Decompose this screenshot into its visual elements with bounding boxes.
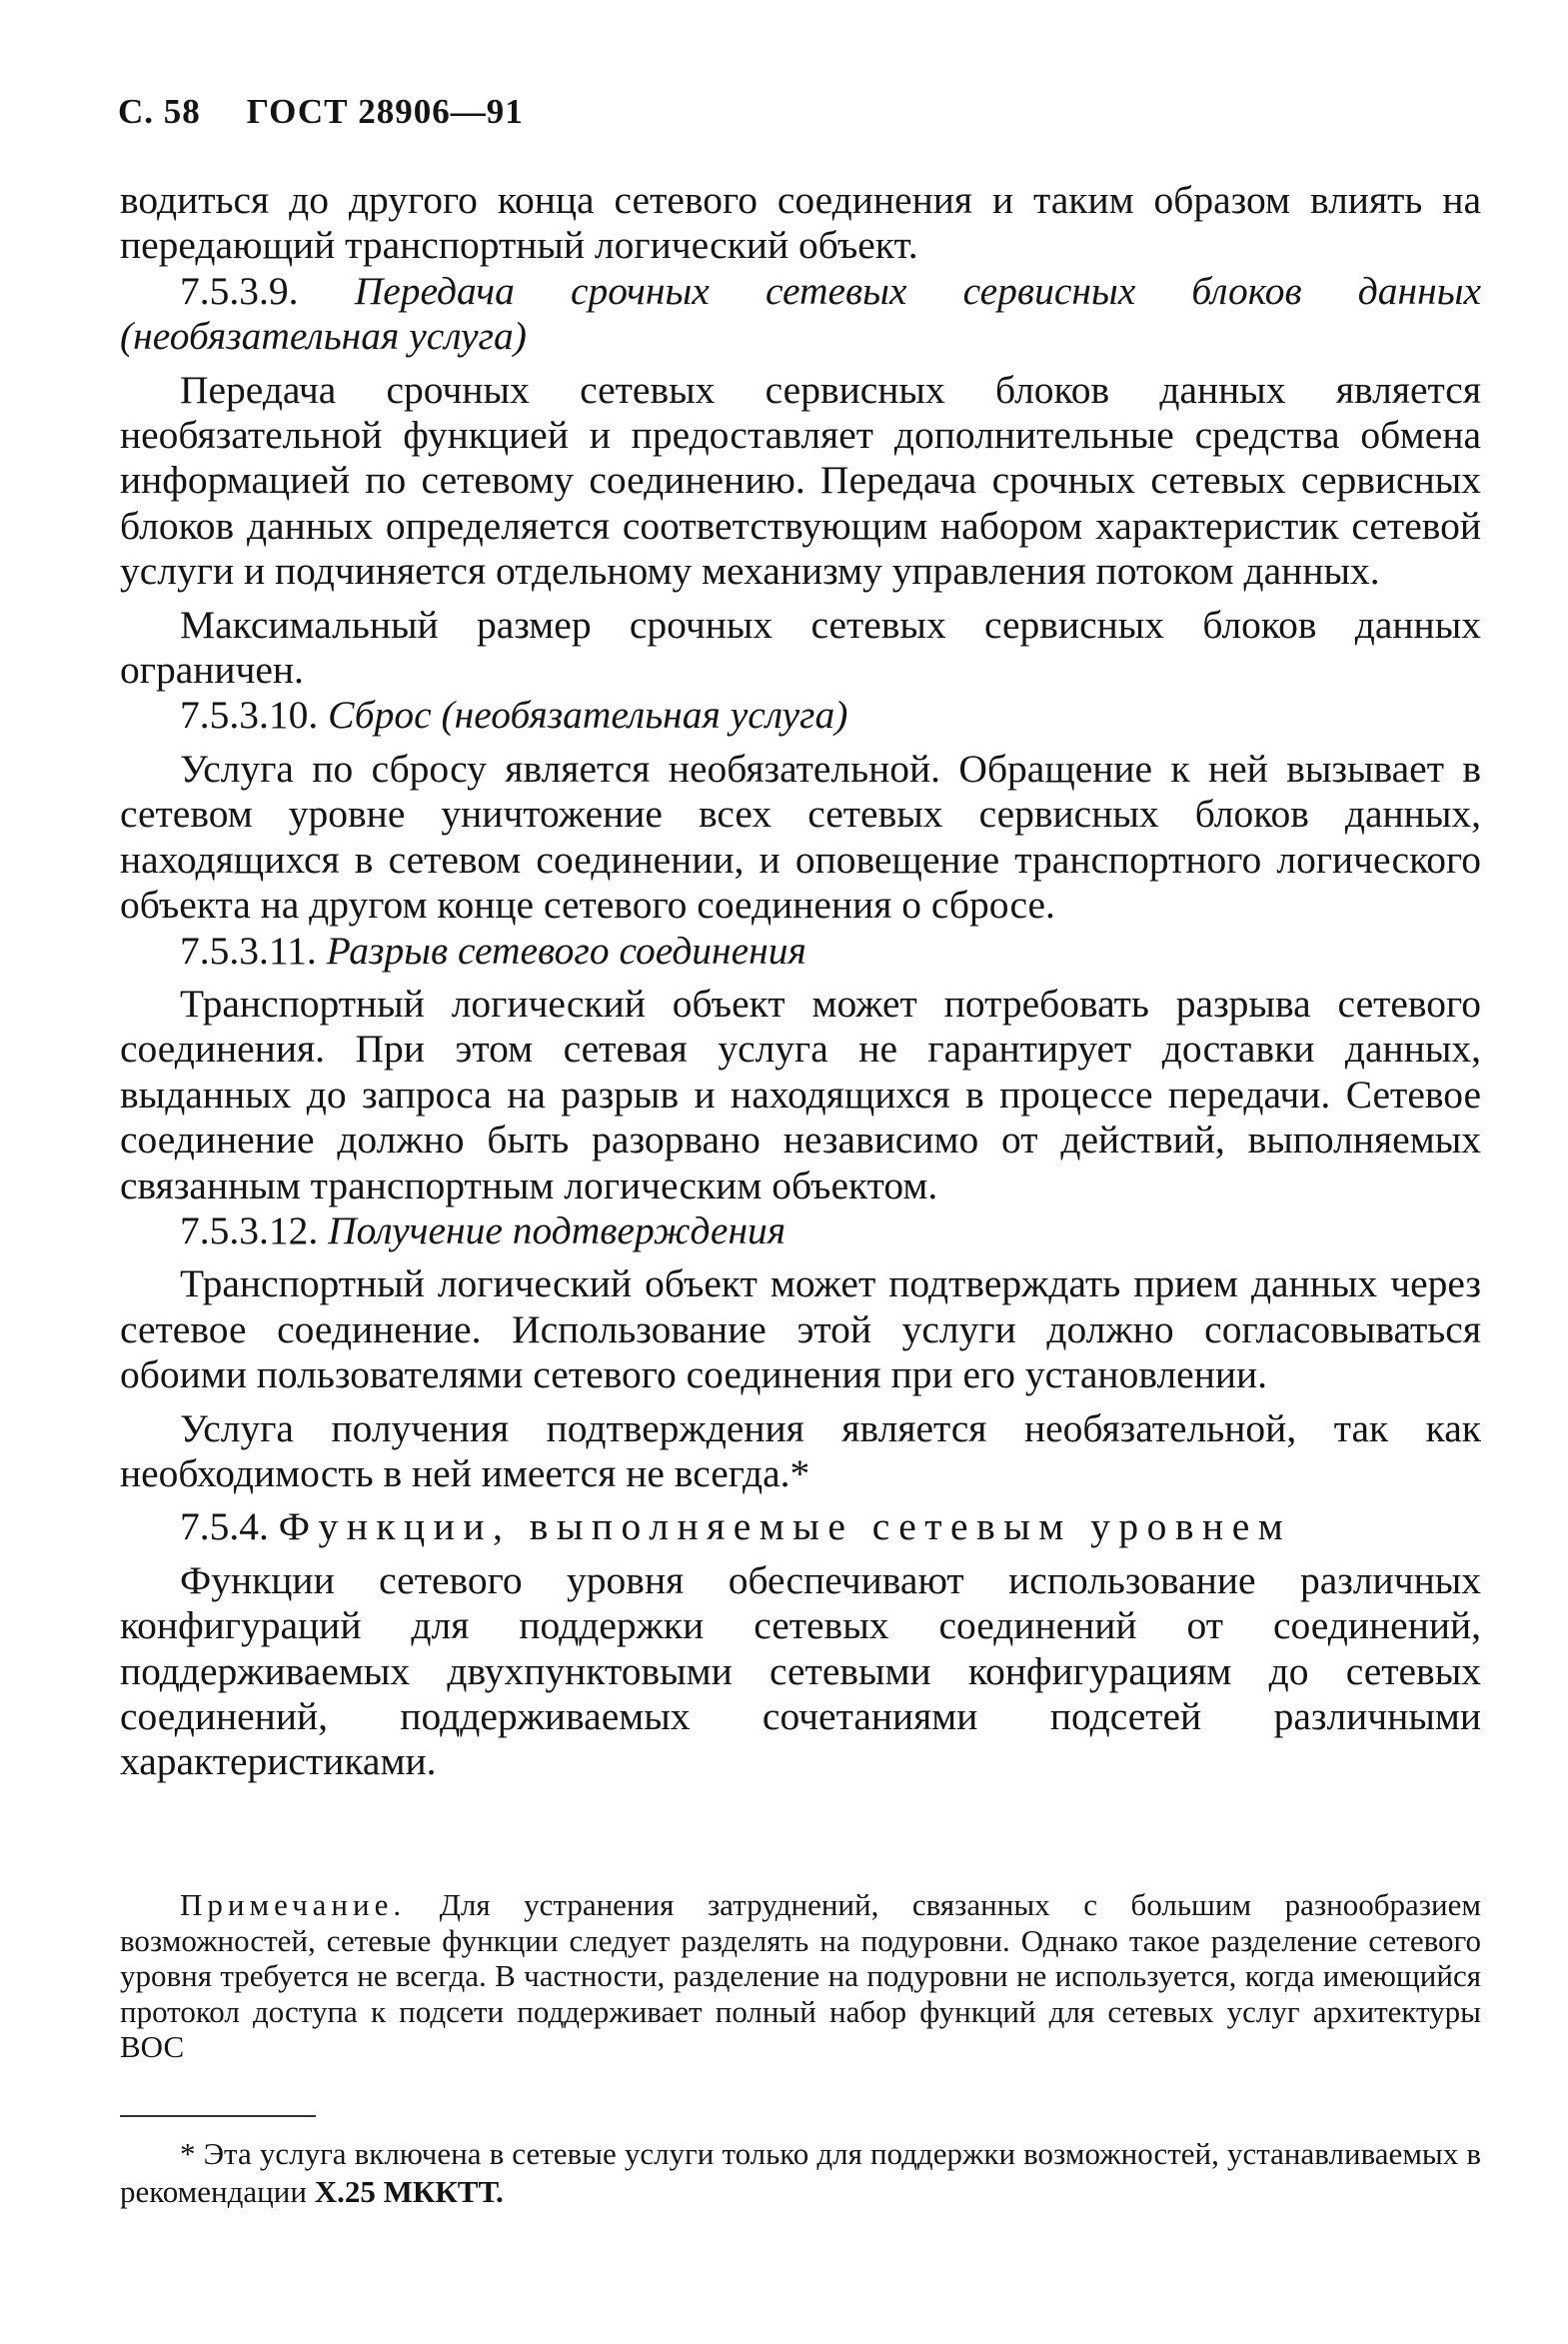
paragraph-disconnect: Транспортный логический объект может потребовать разрыва сетевого соединения. При этом сетевая услуга не гарантирует доставки данных, выданных до запроса на разрыв и находящихся в процессе передачи. Сетевое соединение должно быть разорвано независимо от действий, выполняемых связанным транспортным логическим объектом.: [120, 981, 1481, 1207]
page-number: С. 58: [118, 92, 201, 131]
section-title: Функции, выполняемые сетевым уровнем: [278, 1504, 1292, 1549]
footnote-ref: Х.25 МККТТ.: [314, 2174, 504, 2209]
footnote-divider: [120, 2115, 316, 2117]
footnote-paragraph: [120, 2135, 1481, 2211]
section-title: Разрыв сетевого соединения: [326, 928, 806, 973]
paragraph-confirmation: Транспортный логический объект может подтверждать прием данных через сетевое соединение. Использование этой услуги должно согласовываться обоими пользователями сетевого соединения при его установлении.: [120, 1261, 1481, 1397]
footnote-text: * Эта услуга включена в сетевые услуги только для поддержки возможностей, устанавливаемых в рекомендации: [120, 2136, 1481, 2209]
note-text: Для устранения затруднений, связанных с большим разнообразием возможностей, сетевые функции следует разделять на подуровни. Однако такое разделение сетевого уровня требуется не всегда. В частности, разделение на подуровни не используется, когда имеющийся протокол доступа к подсети поддерживает полный набор функций для сетевых услуг архитектуры ВОС: [120, 1887, 1482, 2064]
section-heading-7-5-3-9: [120, 269, 1481, 360]
footnote-block: [120, 2135, 1481, 2211]
paragraph-reset: Услуга по сбросу является необязательной. Обращение к ней вызывает в сетевом уровне уничтожение всех сетевых сервисных блоков данных, находящихся в сетевом соединении, и оповещение транспортного логического объекта на другом конце сетевого соединения о сбросе.: [120, 746, 1481, 928]
section-title: Получение подтверждения: [328, 1207, 786, 1252]
note-block: [120, 1887, 1481, 2065]
paragraph-network-functions: Функции сетевого уровня обеспечивают использование различных конфигураций для поддержки сетевых соединений от соединений, поддерживаемых двухпунктовыми сетевыми конфигурациям до сетевых соединений, поддерживаемых сочетаниями подсетей различными характеристиками.: [120, 1557, 1481, 1784]
main-text: [120, 178, 1481, 1785]
section-number: 7.5.3.12.: [180, 1207, 319, 1252]
continuation-paragraph: водиться до другого конца сетевого соединения и таким образом влиять на передающий транспортный логический объект.: [120, 178, 1481, 268]
section-number: 7.5.3.9.: [180, 268, 299, 313]
standard-code: ГОСТ 28906—91: [246, 92, 524, 131]
section-heading-7-5-3-12: [120, 1208, 1481, 1253]
section-number: 7.5.3.11.: [180, 928, 317, 973]
section-heading-7-5-3-11: [120, 929, 1481, 974]
paragraph-expedited-data: Передача срочных сетевых сервисных блоков данных является необязательной функцией и предоставляет дополнительные средства обмена информацией по сетевому соединению. Передача срочных сетевых сервисных блоков данных определяется соответствующим набором характеристик сетевой услуги и подчиняется отдельному механизму управления потоком данных.: [120, 367, 1481, 594]
paragraph-max-size: Максимальный размер срочных сетевых сервисных блоков данных ограничен.: [120, 602, 1481, 693]
paragraph-confirmation-optional: Услуга получения подтверждения является необязательной, так как необходимость в ней имеется не всегда.*: [120, 1405, 1481, 1495]
note-lead: Примечание.: [180, 1887, 407, 1922]
section-title: Сброс (необязательная услуга): [328, 693, 848, 738]
section-heading-7-5-4: [120, 1504, 1481, 1549]
note-paragraph: [120, 1887, 1481, 2065]
page-header: [118, 92, 524, 132]
section-title: Передача срочных сетевых сервисных блоков данных (необязательная услуга): [120, 268, 1482, 359]
section-number: 7.5.3.10.: [180, 693, 319, 738]
section-heading-7-5-3-10: [120, 693, 1481, 738]
section-number: 7.5.4.: [180, 1504, 269, 1549]
